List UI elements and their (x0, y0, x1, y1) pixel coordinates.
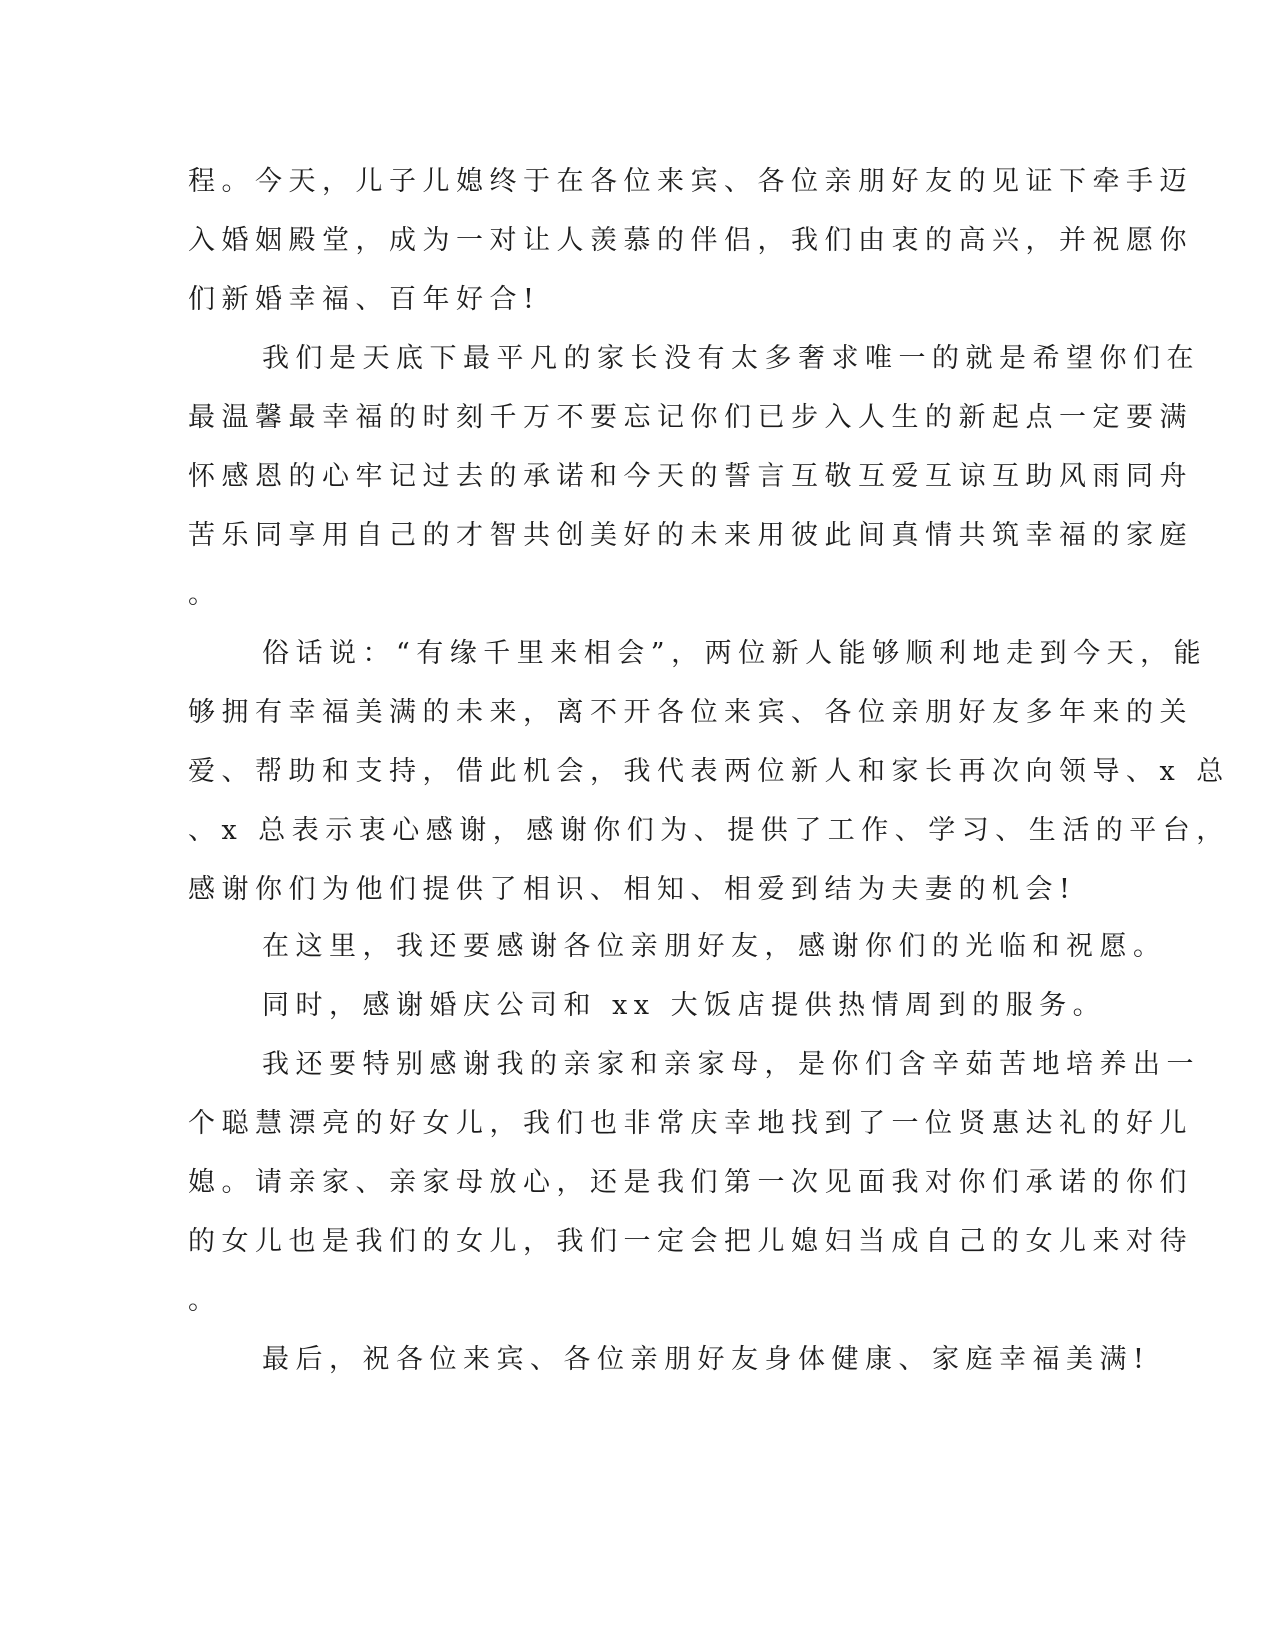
text-line: 程。今天，儿子儿媳终于在各位来宾、各位亲朋好友的见证下牵手迈 (188, 166, 1193, 197)
text-line: 们新婚幸福、百年好合! (188, 284, 541, 315)
text-line: 爱、帮助和支持，借此机会，我代表两位新人和家长再次向领导、x 总 (188, 756, 1230, 787)
text-line: 苦乐同享用自己的才智共创美好的未来用彼此间真情共筑幸福的家庭 (188, 520, 1193, 551)
text-line: 。 (188, 1285, 222, 1316)
text-line: 最温馨最幸福的时刻千万不要忘记你们已步入人生的新起点一定要满 (188, 402, 1193, 433)
text-line: 个聪慧漂亮的好女儿，我们也非常庆幸地找到了一位贤惠达礼的好儿 (188, 1108, 1193, 1139)
text-line: 、x 总表示衷心感谢，感谢你们为、提供了工作、学习、生活的平台， (188, 815, 1230, 846)
text-line: 我们是天底下最平凡的家长没有太多奢求唯一的就是希望你们在 (262, 343, 1200, 374)
text-line: 。 (188, 579, 222, 610)
text-line: 感谢你们为他们提供了相识、相知、相爱到结为夫妻的机会! (188, 874, 1077, 905)
text-line: 最后，祝各位来宾、各位亲朋好友身体健康、家庭幸福美满! (262, 1344, 1151, 1375)
text-line: 怀感恩的心牢记过去的承诺和今天的誓言互敬互爱互谅互助风雨同舟 (188, 461, 1193, 492)
text-line: 入婚姻殿堂，成为一对让人羡慕的伴侣，我们由衷的高兴，并祝愿你 (188, 225, 1193, 256)
text-line: 我还要特别感谢我的亲家和亲家母，是你们含辛茹苦地培养出一 (262, 1049, 1200, 1080)
text-line: 的女儿也是我们的女儿，我们一定会把儿媳妇当成自己的女儿来对待 (188, 1226, 1193, 1257)
text-line: 同时，感谢婚庆公司和 xx 大饭店提供热情周到的服务。 (262, 990, 1107, 1021)
text-line: 媳。请亲家、亲家母放心，还是我们第一次见面我对你们承诺的你们 (188, 1167, 1193, 1198)
text-line: 俗话说：“有缘千里来相会”，两位新人能够顺利地走到今天，能 (262, 638, 1208, 669)
text-line: 够拥有幸福美满的未来，离不开各位来宾、各位亲朋好友多年来的关 (188, 697, 1193, 728)
text-line: 在这里，我还要感谢各位亲朋好友，感谢你们的光临和祝愿。 (262, 931, 1167, 962)
